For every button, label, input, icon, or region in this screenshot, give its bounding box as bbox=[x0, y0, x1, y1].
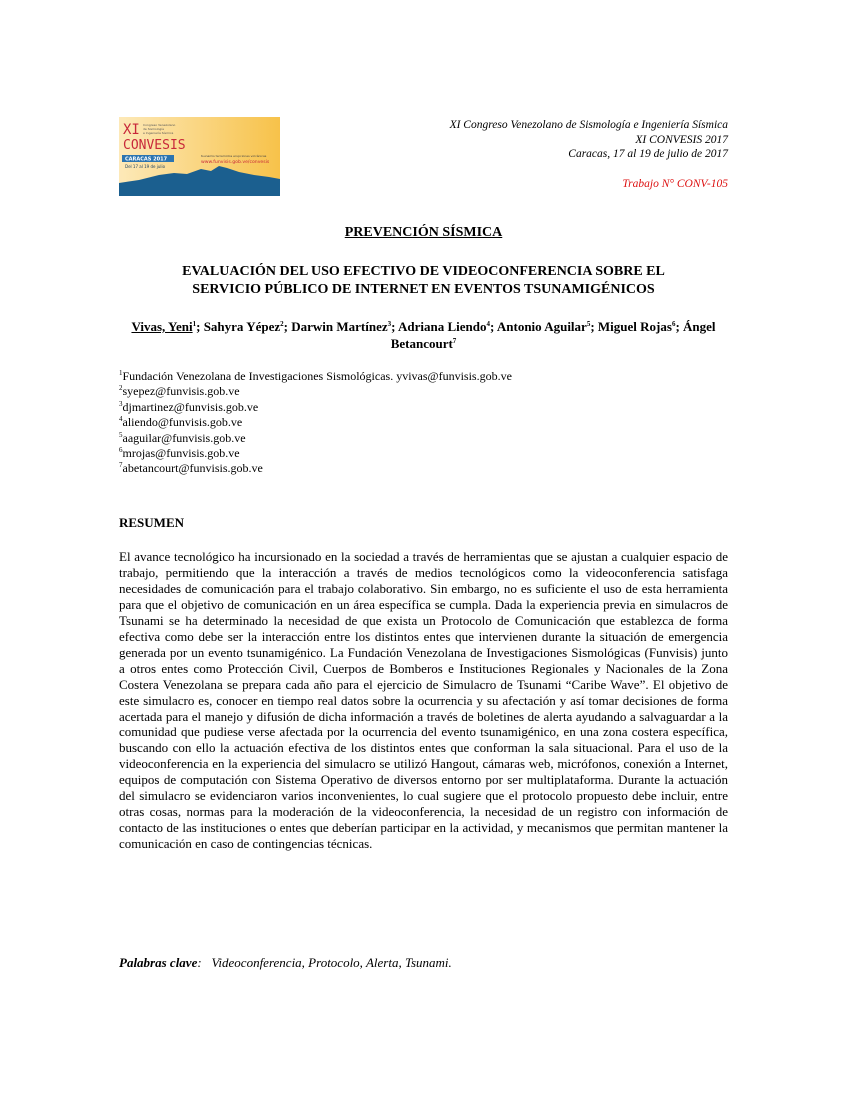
affiliation-item bbox=[119, 415, 512, 430]
author-name: Ángel Betancourt bbox=[390, 319, 716, 351]
author-sep: ; bbox=[490, 319, 497, 334]
logo-name: CONVESIS bbox=[123, 138, 186, 153]
affiliation-text: syepez@funvisis.gob.ve bbox=[122, 384, 240, 399]
affiliation-sup: 7 bbox=[119, 461, 123, 470]
abstract-heading: RESUMEN bbox=[119, 515, 185, 530]
author-sup: 6 bbox=[671, 320, 676, 328]
conference-edition: XI CONVESIS 2017 bbox=[635, 133, 728, 146]
author-sup: 2 bbox=[280, 320, 284, 328]
affiliation-item bbox=[119, 400, 512, 415]
author-name: Darwin Martínez bbox=[291, 319, 388, 334]
author-name: Adriana Liendo bbox=[398, 319, 487, 334]
affiliation-item bbox=[119, 369, 512, 384]
author-sup: 3 bbox=[387, 320, 392, 328]
affiliation-text: Fundación Venezolana de Investigaciones Sismológicas. yvivas@funvisis.gob.ve bbox=[122, 369, 512, 383]
author-sep: ; bbox=[590, 319, 598, 334]
author-sep: ; bbox=[391, 319, 398, 334]
paper-number: Trabajo N° CONV-105 bbox=[622, 177, 728, 190]
affiliation-list bbox=[119, 369, 512, 477]
affiliation-item bbox=[119, 431, 512, 446]
paper-title bbox=[119, 263, 728, 299]
affiliation-text: aaguilar@funvisis.gob.ve bbox=[122, 430, 246, 445]
logo-small-2: de Sismología bbox=[143, 127, 165, 131]
affiliation-item bbox=[119, 461, 512, 476]
logo-small-1: Congreso Venezolano bbox=[143, 123, 176, 127]
author-sup: 5 bbox=[586, 320, 591, 328]
author-name: Miguel Rojas bbox=[597, 319, 672, 334]
logo-dates: Del 17 al 19 de julio bbox=[125, 164, 166, 169]
author-sep: ; bbox=[675, 319, 684, 334]
affiliation-text: djmartinez@funvisis.gob.ve bbox=[122, 399, 259, 414]
keywords bbox=[119, 955, 452, 971]
convesis-logo bbox=[119, 117, 280, 196]
conference-name: XI Congreso Venezolano de Sismología e Ingeniería Sísmica bbox=[449, 119, 728, 131]
paper-title-line-1: EVALUACIÓN DEL USO EFECTIVO DE VIDEOCONFERENCIA SOBRE EL bbox=[182, 264, 665, 279]
paper-title-line-2: SERVICIO PÚBLICO DE INTERNET EN EVENTOS TSUNAMIGÉNICOS bbox=[192, 282, 655, 297]
conference-header bbox=[450, 118, 728, 191]
affiliation-text: abetancourt@funvisis.gob.ve bbox=[122, 461, 263, 476]
affiliation-item bbox=[119, 446, 512, 461]
keywords-label: Palabras clave bbox=[119, 955, 198, 970]
logo-tagline: tsunamis terremotos erupciones volcánicas bbox=[201, 154, 267, 158]
affiliation-text: aliendo@funvisis.gob.ve bbox=[122, 415, 243, 430]
abstract-body: El avance tecnológico ha incursionado en la sociedad a través de herramientas que se ajustan a cualquier espacio de trabajo, permitiendo que la interacción a través de medios tecnológicos como la videoconferencia satisfaga necesidades de comunicación para el trabajo colaborativo. Sin embargo, no es suficiente el uso de esta herramienta para que el objetivo de comunicación en un área específica se cumpla. Dada la experiencia previa en simulacros de Tsunami se ha determinado la necesidad de que exista un Protocolo de Comunicación que establezca de forma efectiva como debe ser la interacción entre los distintos entes que intervienen durante la situación de emergencia generada por un evento tsunamigénico. La Fundación Venezolana de Investigaciones Sismológicas (Funvisis) junto a otros entes como Protección Civil, Cuerpos de Bomberos e Instituciones Regionales y Nacionales de la Zona Costera Venezolana se prepara cada año para el ejercicio de Simulacro de Tsunami “Caribe Wave”. El objetivo de este simulacro es, conocer en tiempo real datos sobre la ocurrencia y su afectación y así tomar decisiones de forma acertada para el manejo y difusión de dicha información a través de boletines de alerta ayudando a salvaguardar a la comunidad que pudiese verse afectada por la ocurrencia del evento tsunamigénico, en una zona costera específica, buscando con ello la actuación efectiva de los distintos entes que conforman la sala situacional. Para el uso de la videoconferencia en la experiencia del simulacro se utilizó Hangout, cámaras web, micrófonos, conexión a Internet, equipos de computación con Sistema Operativo de diversos entorno por ser multiplataforma. Durante la actuación del simulacro se evidenciaron varios inconvenientes, lo cual sugiere que el protocolo propuesto debe incluir, entre otras cosas, normas para la moderación de la videoconferencia, la necesidad de un registro con información de contacto de las instituciones o entes que deberían participar en la actividad, y mecanismos que permitan mantener la comunicación en caso de contingencias técnicas. bbox=[119, 549, 728, 852]
logo-city-badge: CARACAS 2017 bbox=[125, 156, 168, 163]
author-sup: 7 bbox=[452, 337, 457, 345]
keywords-colon: : bbox=[197, 955, 202, 970]
author-sep: ; bbox=[196, 319, 204, 334]
section-title: PREVENCIÓN SÍSMICA bbox=[344, 225, 503, 240]
conference-place-date: Caracas, 17 al 19 de julio de 2017 bbox=[568, 148, 728, 160]
author-sup: 4 bbox=[486, 320, 490, 328]
author-name: Vivas, Yeni bbox=[131, 319, 193, 334]
affiliation-text: mrojas@funvisis.gob.ve bbox=[122, 446, 240, 461]
affiliation-sup: 5 bbox=[119, 430, 123, 439]
affiliation-sup: 1 bbox=[119, 369, 123, 377]
keywords-values: Videoconferencia, Protocolo, Alerta, Tsunami. bbox=[211, 955, 452, 970]
author-list bbox=[119, 318, 728, 352]
author-name: Sahyra Yépez bbox=[203, 319, 281, 334]
logo-url: www.funvisis.gob.ve/convesis bbox=[201, 160, 270, 165]
logo-roman: XI bbox=[123, 122, 140, 138]
logo-small-3: e Ingeniería Sísmica bbox=[143, 131, 174, 135]
author-sep: ; bbox=[283, 319, 292, 334]
affiliation-item bbox=[119, 384, 512, 399]
author-sup: 1 bbox=[192, 320, 197, 328]
affiliation-sup: 4 bbox=[119, 415, 123, 424]
affiliation-sup: 2 bbox=[119, 384, 123, 393]
author-name: Antonio Aguilar bbox=[496, 319, 587, 334]
affiliation-sup: 6 bbox=[119, 446, 123, 455]
convesis-logo-graphic bbox=[119, 117, 280, 196]
affiliation-sup: 3 bbox=[119, 399, 123, 408]
